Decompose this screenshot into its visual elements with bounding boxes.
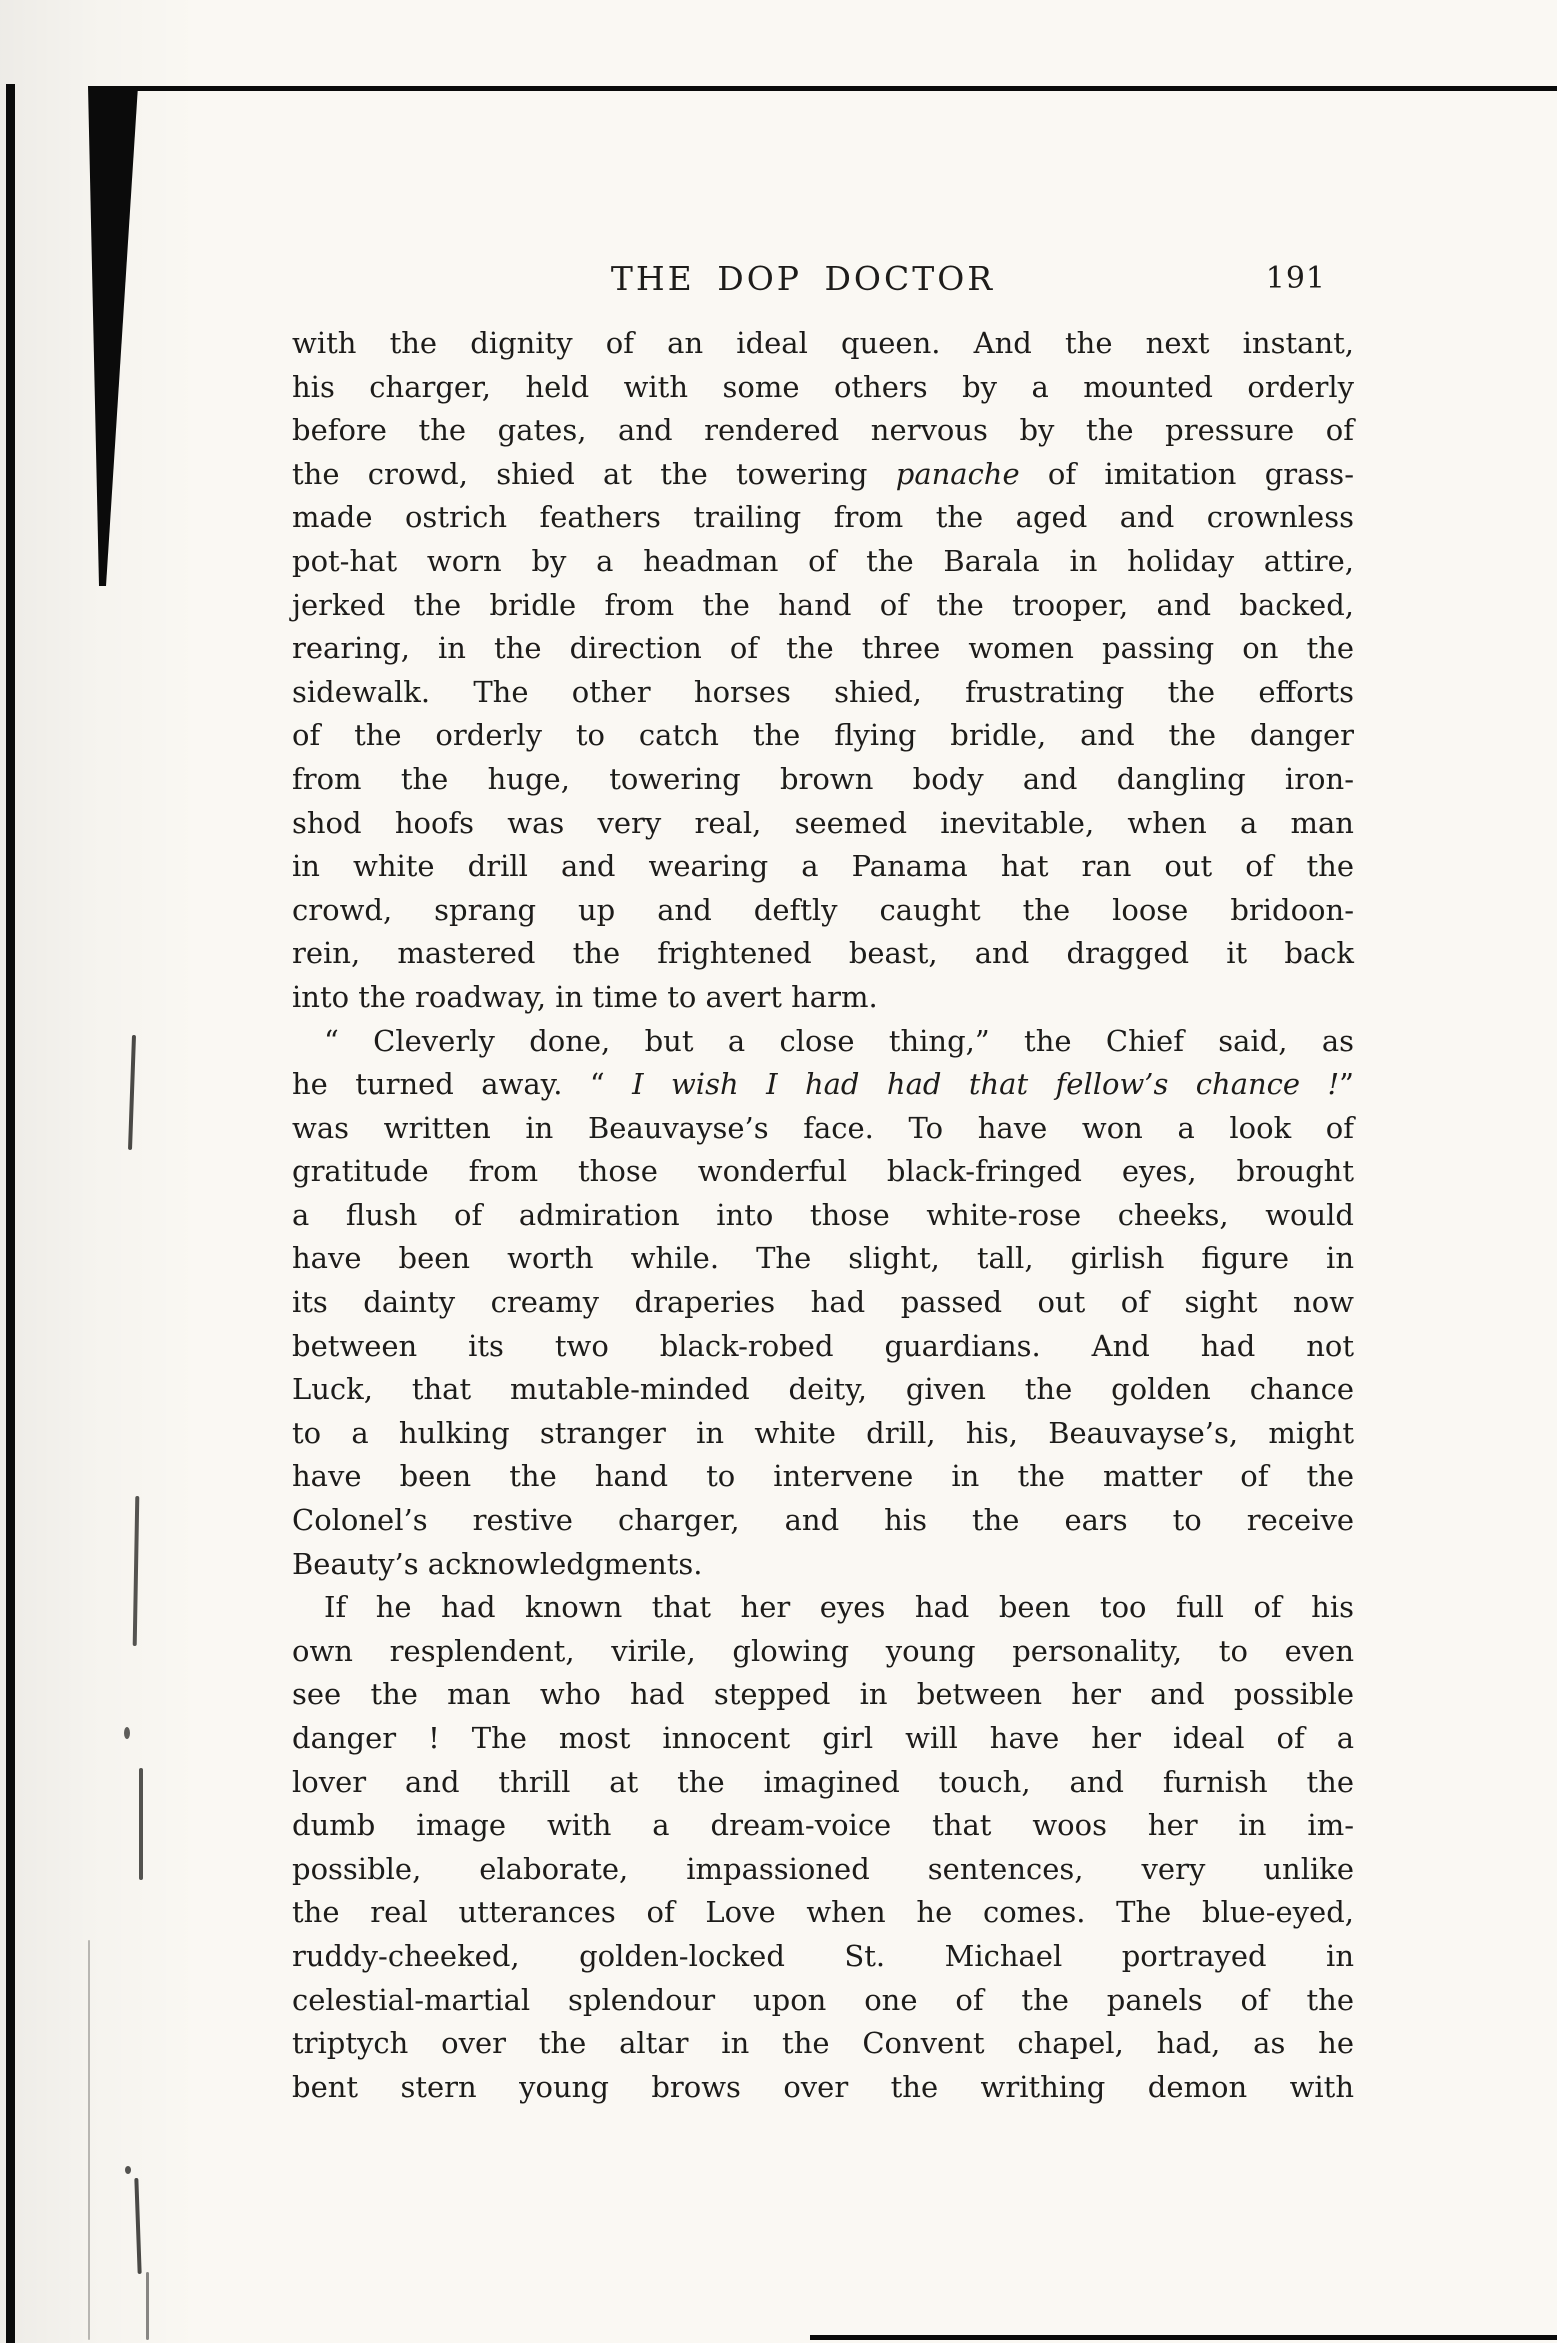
text-run: gratitude from those wonderful black-fringed eyes, brought	[292, 1154, 1354, 1189]
text-line	[292, 802, 1354, 846]
text-line	[292, 976, 1354, 1020]
text-run: lover and thrill at the imagined touch, and furnish the	[292, 1764, 1354, 1799]
text-run: dumb image with a dream-voice that woos her in im-	[292, 1808, 1354, 1843]
scan-artifact-margin-line	[88, 1940, 90, 2340]
text-run: was written in Beauvayse’s face. To have won a look of	[292, 1110, 1354, 1145]
text-run: in white drill and wearing a Panama hat ran out of the	[292, 849, 1354, 884]
text-line	[292, 1107, 1354, 1151]
scan-artifact-margin-mark	[128, 1035, 136, 1150]
text-line	[292, 322, 1354, 366]
text-line	[292, 1281, 1354, 1325]
text-run: possible, elaborate, impassioned sentences, very unlike	[292, 1851, 1354, 1886]
text-run: If he had known that her eyes had been too full of his	[324, 1590, 1354, 1625]
text-line	[292, 1804, 1354, 1848]
text-line	[292, 496, 1354, 540]
scan-artifact-corner-wedge	[88, 86, 138, 586]
page-content	[292, 258, 1354, 2109]
scan-artifact-left-edge	[6, 84, 15, 2343]
text-line	[292, 1020, 1354, 1064]
text-line	[292, 1717, 1354, 1761]
italic-text-run: I wish I had had that fellow’s chance !	[632, 1067, 1340, 1102]
text-run: shod hoofs was very real, seemed inevitable, when a man	[292, 805, 1354, 840]
text-run: own resplendent, virile, glowing young personality, to even	[292, 1633, 1354, 1668]
text-run: have been worth while. The slight, tall, girlish figure in	[292, 1241, 1354, 1276]
text-run: a flush of admiration into those white-rose cheeks, would	[292, 1197, 1354, 1232]
scan-artifact-margin-mark	[134, 2178, 141, 2274]
scan-artifact-margin-mark	[133, 1496, 140, 1646]
text-run: rein, mastered the frightened beast, and dragged it back	[292, 936, 1354, 971]
text-line	[292, 453, 1354, 497]
text-run: jerked the bridle from the hand of the trooper, and backed,	[292, 587, 1354, 622]
text-run: its dainty creamy draperies had passed out of sight now	[292, 1285, 1354, 1320]
text-line	[292, 1325, 1354, 1369]
text-line	[292, 409, 1354, 453]
text-line	[292, 627, 1354, 671]
page-number: 191	[1265, 261, 1326, 296]
text-line	[292, 1586, 1354, 1630]
body-text	[292, 322, 1354, 2109]
text-run: “ Cleverly done, but a close thing,” the Chief said, as	[324, 1023, 1354, 1058]
text-run: celestial-martial splendour upon one of the panels of the	[292, 1982, 1354, 2017]
text-run: the real utterances of Love when he comes. The blue-eyed,	[292, 1895, 1354, 1930]
text-line	[292, 2022, 1354, 2066]
text-line	[292, 671, 1354, 715]
running-title: THE DOP DOCTOR	[610, 259, 996, 298]
scan-artifact-top-edge	[96, 86, 1557, 91]
text-run: with the dignity of an ideal queen. And the next instant,	[292, 326, 1354, 360]
text-line	[292, 1630, 1354, 1674]
scan-artifact-margin-mark	[146, 2272, 149, 2340]
text-line	[292, 889, 1354, 933]
text-line	[292, 1499, 1354, 1543]
text-line	[292, 1063, 1354, 1107]
text-line	[292, 1412, 1354, 1456]
text-line	[292, 845, 1354, 889]
scan-artifact-margin-mark	[139, 1768, 143, 1880]
text-run: Colonel’s restive charger, and his the ears to receive	[292, 1503, 1354, 1538]
text-line	[292, 758, 1354, 802]
page-header	[292, 258, 1354, 300]
text-line	[292, 1891, 1354, 1935]
text-run: Luck, that mutable-minded deity, given the golden chance	[292, 1372, 1354, 1407]
italic-text-run: panache	[895, 456, 1020, 491]
text-run: made ostrich feathers trailing from the aged and crownless	[292, 500, 1354, 535]
text-line	[292, 540, 1354, 584]
text-run: have been the hand to intervene in the matter of the	[292, 1459, 1354, 1494]
text-run: to a hulking stranger in white drill, his, Beauvayse’s, might	[292, 1415, 1354, 1450]
text-line	[292, 1848, 1354, 1892]
text-run: pot-hat worn by a headman of the Barala in holiday attire,	[292, 543, 1354, 578]
text-line	[292, 1761, 1354, 1805]
text-run: rearing, in the direction of the three women passing on the	[292, 631, 1354, 666]
text-run: ruddy-cheeked, golden-locked St. Michael portrayed in	[292, 1938, 1354, 1973]
text-run: crowd, sprang up and deftly caught the loose bridoon-	[292, 892, 1354, 927]
text-run: between its two black-robed guardians. And had not	[292, 1328, 1354, 1363]
text-run: the crowd, shied at the towering	[292, 456, 896, 491]
text-run: see the man who had stepped in between her and possible	[292, 1677, 1354, 1712]
text-run: bent stern young brows over the writhing demon with	[292, 2069, 1354, 2104]
text-run: danger ! The most innocent girl will have her ideal of a	[292, 1721, 1354, 1755]
text-line	[292, 2066, 1354, 2110]
text-run: he turned away. “	[292, 1067, 633, 1102]
text-run: of the orderly to catch the flying bridle, and the danger	[292, 718, 1354, 753]
text-line	[292, 1455, 1354, 1499]
text-line	[292, 1368, 1354, 1412]
text-run: into the roadway, in time to avert harm.	[292, 979, 878, 1014]
text-run: his charger, held with some others by a mounted orderly	[292, 369, 1354, 404]
text-line	[292, 1543, 1354, 1587]
text-line	[292, 1150, 1354, 1194]
text-run: before the gates, and rendered nervous by the pressure of	[292, 413, 1354, 448]
text-run: triptych over the altar in the Convent chapel, had, as he	[292, 2026, 1354, 2061]
text-line	[292, 1935, 1354, 1979]
text-run: Beauty’s acknowledgments.	[292, 1546, 703, 1581]
text-line	[292, 1673, 1354, 1717]
text-line	[292, 714, 1354, 758]
text-run: from the huge, towering brown body and dangling iron-	[292, 761, 1354, 796]
text-line	[292, 1979, 1354, 2023]
text-line	[292, 584, 1354, 628]
text-run: of imitation grass-	[1019, 456, 1354, 491]
scan-artifact-ink-dot	[124, 1727, 130, 1739]
scan-artifact-ink-dot	[125, 2166, 131, 2174]
text-line	[292, 932, 1354, 976]
scan-artifact-bottom-edge	[810, 2335, 1557, 2340]
text-line	[292, 366, 1354, 410]
text-line	[292, 1237, 1354, 1281]
text-run: sidewalk. The other horses shied, frustrating the efforts	[292, 674, 1354, 709]
text-line	[292, 1194, 1354, 1238]
text-run: ”	[1339, 1067, 1354, 1102]
